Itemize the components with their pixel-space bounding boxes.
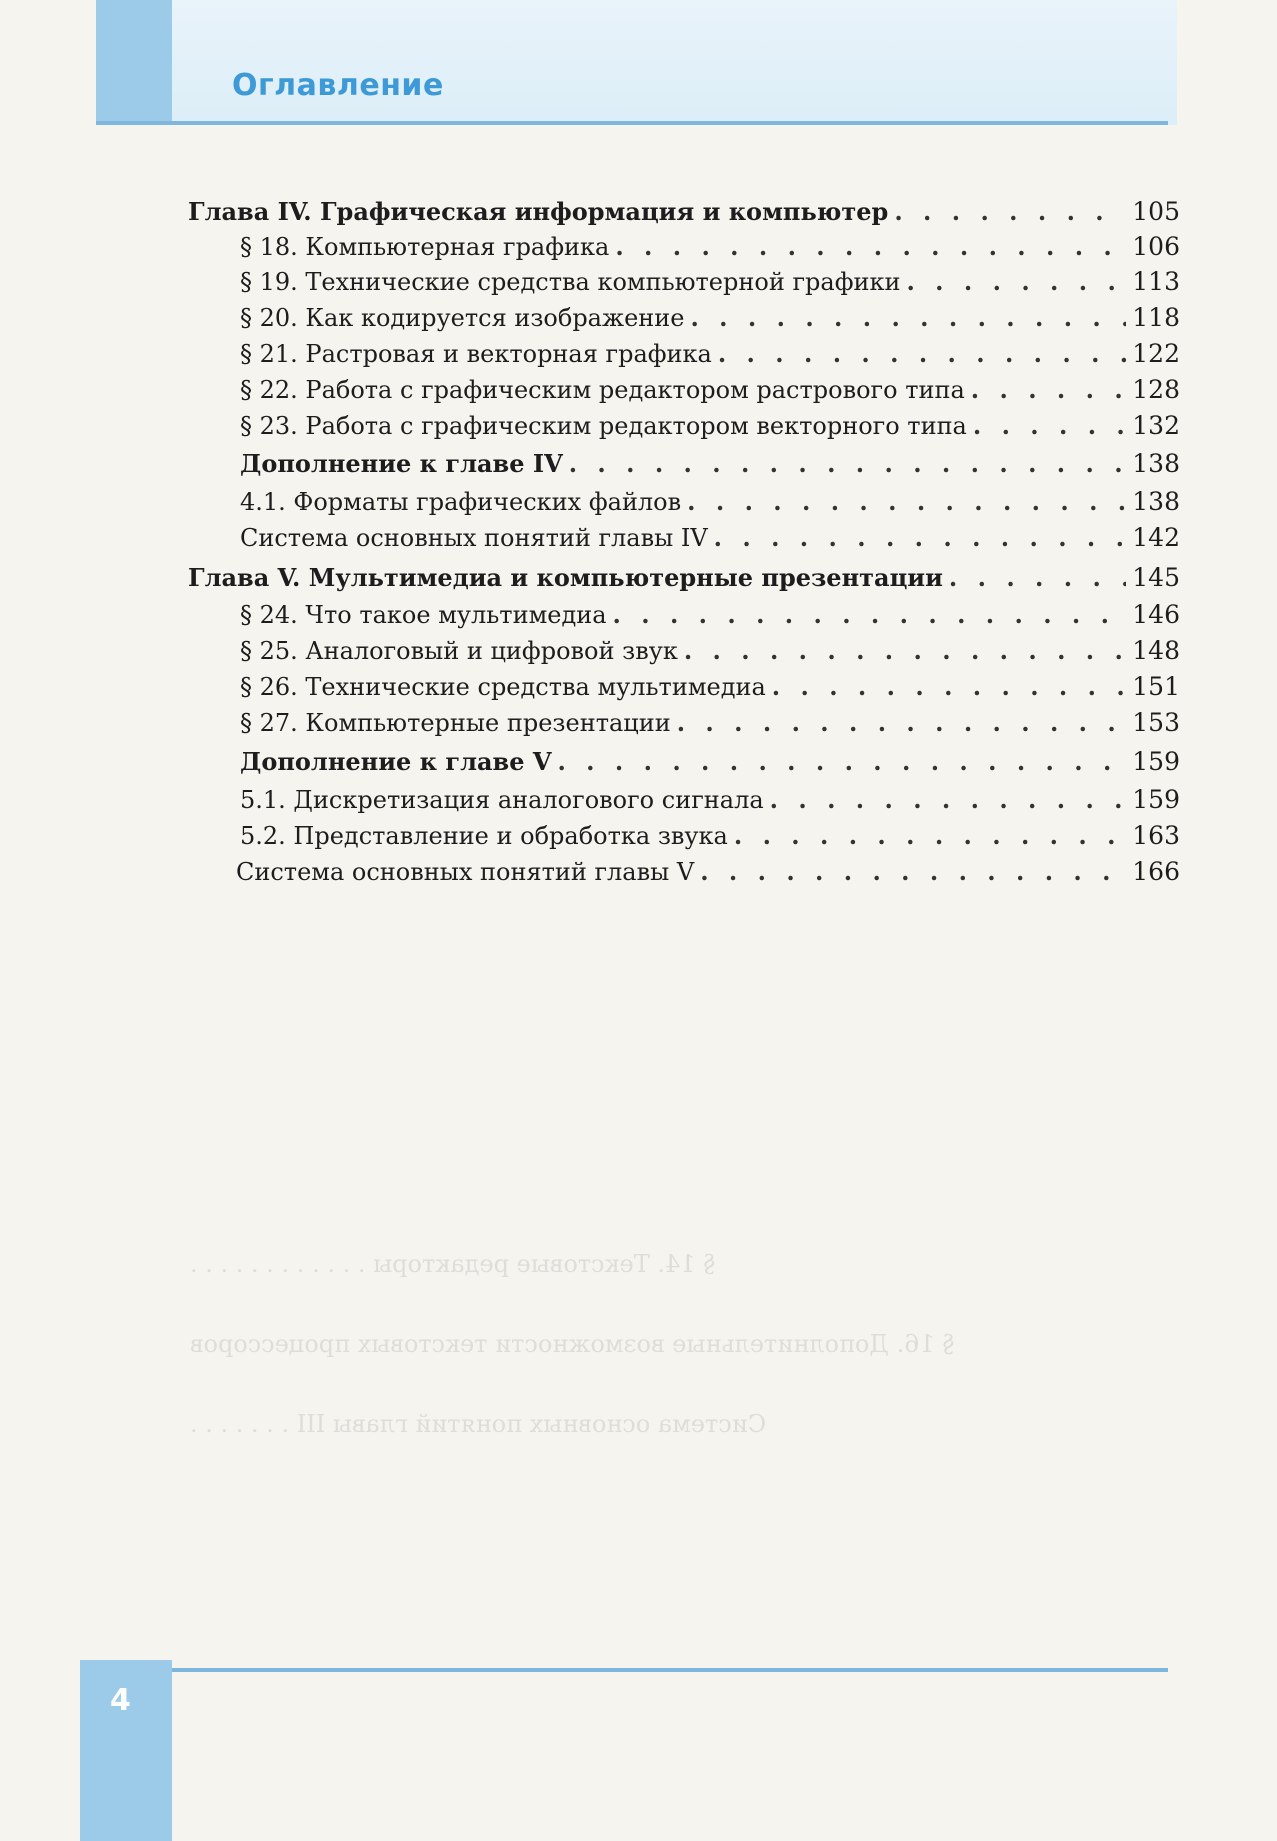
dot-leader: [718, 337, 1126, 371]
toc-entry: [240, 373, 1180, 407]
toc-entry-label: § 20. Как кодируется изображение: [240, 304, 685, 332]
toc-entry: [240, 634, 1180, 668]
toc-entry-label: § 18. Компьютерная графика: [240, 233, 610, 261]
dot-leader: [684, 634, 1126, 668]
toc-entry-page: 128: [1132, 375, 1180, 404]
toc-entry-label: § 21. Растровая и векторная графика: [240, 340, 712, 368]
toc-entry: [240, 819, 1180, 853]
toc-entry-page: 163: [1132, 821, 1180, 850]
toc-entry-label: § 26. Технические средства мультимедиа: [240, 673, 766, 701]
toc-entry-label: Система основных понятий главы IV: [240, 524, 708, 552]
toc-entry-page: 142: [1132, 523, 1180, 552]
dot-leader: [949, 561, 1126, 595]
toc-entry-page: 151: [1132, 672, 1180, 701]
toc-entry-label: Глава IV. Графическая информация и компьютер: [188, 197, 889, 226]
side-strip-top: [96, 0, 172, 125]
dot-leader: [714, 521, 1127, 555]
toc-entry-page: 159: [1132, 747, 1180, 776]
toc-entry-page: 138: [1132, 487, 1180, 516]
toc-entry-page: 132: [1132, 411, 1180, 440]
toc-entry-label: § 23. Работа с графическим редактором векторного типа: [240, 412, 967, 440]
toc-entry: [240, 301, 1180, 335]
toc-entry: [240, 745, 1180, 779]
toc-entry: [240, 485, 1180, 519]
toc-entry-label: Дополнение к главе V: [240, 747, 552, 776]
toc-entry-label: § 22. Работа с графическим редактором растрового типа: [240, 376, 965, 404]
toc-entry: [240, 706, 1180, 740]
dot-leader: [613, 598, 1127, 632]
dot-leader: [973, 409, 1126, 443]
toc-entry-label: § 24. Что такое мультимедиа: [240, 601, 607, 629]
header-rule: [96, 121, 1168, 125]
dot-leader: [772, 670, 1126, 704]
toc-entry-page: 118: [1132, 303, 1180, 332]
toc-entry-label: 5.1. Дискретизация аналогового сигнала: [240, 786, 764, 814]
dot-leader: [894, 195, 1126, 229]
header-band: [96, 0, 1177, 125]
toc-entry-label: § 25. Аналоговый и цифровой звук: [240, 637, 678, 665]
toc-entry: [188, 195, 1180, 229]
toc-entry-page: 106: [1132, 232, 1180, 261]
toc-entry-label: § 27. Компьютерные презентации: [240, 709, 671, 737]
toc-entry-label: 4.1. Форматы графических файлов: [240, 488, 682, 516]
toc-entry: [240, 783, 1180, 817]
dot-leader: [569, 447, 1127, 481]
toc-entry: [240, 447, 1180, 481]
toc-entry-page: 105: [1132, 197, 1180, 226]
dot-leader: [677, 706, 1127, 740]
page-title: Оглавление: [232, 68, 444, 103]
toc-entry-page: 166: [1132, 857, 1180, 886]
dot-leader: [906, 265, 1126, 299]
toc-entry: [240, 670, 1180, 704]
bleed-through-text: § 14. Текстовые редакторы . . . . . . . . . . . . § 16. Дополнительные возможности текстовых процессоров Система основных понятий главы III . . . . . . .: [190, 1250, 955, 1438]
toc-entry-label: 5.2. Представление и обработка звука: [240, 822, 728, 850]
dot-leader: [770, 783, 1127, 817]
dot-leader: [971, 373, 1127, 407]
toc-entry-page: 153: [1132, 708, 1180, 737]
toc-entry-page: 138: [1132, 449, 1180, 478]
toc-entry-page: 146: [1132, 600, 1180, 629]
dot-leader: [687, 485, 1126, 519]
dot-leader: [615, 230, 1126, 264]
toc-entry-page: 145: [1132, 563, 1180, 592]
toc-entry-label: Система основных понятий главы V: [236, 858, 695, 886]
dot-leader: [700, 855, 1126, 889]
toc-entry-page: 122: [1132, 339, 1180, 368]
page-number: 4: [110, 1683, 131, 1718]
toc-entry: [236, 855, 1180, 889]
dot-leader: [734, 819, 1126, 853]
toc-entry-label: Дополнение к главе IV: [240, 449, 563, 478]
toc-entry: [240, 409, 1180, 443]
dot-leader: [557, 745, 1126, 779]
toc-entry: [240, 337, 1180, 371]
toc-entry-label: § 19. Технические средства компьютерной графики: [240, 268, 901, 296]
dot-leader: [690, 301, 1126, 335]
toc-entry: [240, 265, 1180, 299]
toc-entry-label: Глава V. Мультимедиа и компьютерные презентации: [188, 563, 943, 592]
toc-entry: [240, 598, 1180, 632]
toc-entry-page: 113: [1132, 267, 1180, 296]
toc-entry: [240, 230, 1180, 264]
toc-entry-page: 148: [1132, 636, 1180, 665]
toc-entry: [188, 561, 1180, 595]
toc-entry: [240, 521, 1180, 555]
toc-entry-page: 159: [1132, 785, 1180, 814]
footer-rule: [172, 1668, 1168, 1672]
